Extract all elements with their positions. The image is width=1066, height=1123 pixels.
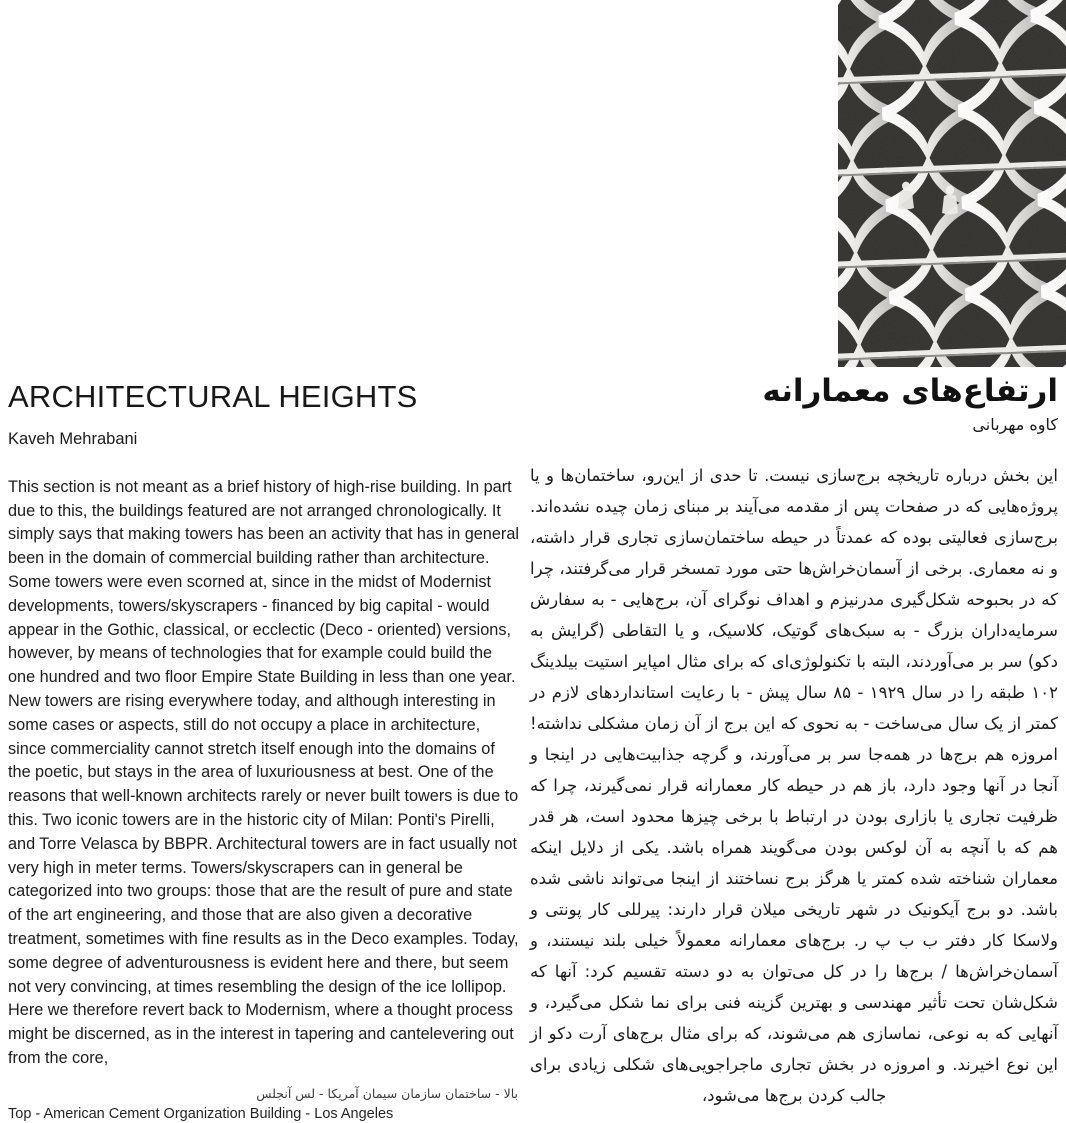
author-byline-persian: کاوه مهربانی bbox=[972, 414, 1058, 434]
article-body-persian: این بخش درباره تاریخچه برج‌سازی نیست. تا حدی از این‌رو، ساختمان‌ها و یا پروژه‌هایی که در صفحات پس از مقدمه می‌آیند بر مبنای زمان چیده نشده‌اند. برج‌سازی فعالیتی بوده که عمدتاً در حیطه ساختمان‌سازی تجاری قرار داشته، و نه معماری. برخی از آسمان‌خراش‌ها حتی مورد تمسخر قرار می‌گرفتند، چرا که در بحبوحه شکل‌گیری مدرنیزم و اهداف نوگرای آن، برج‌هایی - به سفارش سرمایه‌داران بزرگ - به سبک‌های گوتیک، کلاسیک، و یا التقاطی (گرایش به دکو) سر بر می‌آوردند، البته با تکنولوژی‌ای که برای مثال امپایر استیت بیلدینگ ۱۰۲ طبقه را در سال ۱۹۲۹ - ۸۵ سال پیش - با رعایت استانداردهای لازم در کمتر از یک سال می‌ساخت - به نحوی که این برج از آن زمان مشکلی نداشته! امروزه هم برج‌ها در همه‌جا سر بر می‌آورند، و گرچه جذابیت‌هایی در اینجا و آنجا در آنها وجود دارد، باز هم در حیطه کار معمارانه قرار نمی‌گیرند، چرا که ظرفیت تجاری یا بازاری بودن در ارتباط با برخی چیزها محدود است، هر قدر هم که با آنچه به آن لوکس بودن می‌گویند همراه باشد. یکی از دلایل اینکه معماران شناخته شده کمتر یا هرگز برج نساختند از اینجا می‌تواند ناشی شده باشد. دو برج آیکونیک در شهر تاریخی میلان قرار دارند: پیرللی کار پونتی و ولاسکا کار دفتر ب ب پ ر. برج‌های معمارانه معمولاً خیلی بلند نیستند، و آسمان‌خراش‌ها / برج‌ها را در کل می‌توان به دو دسته تقسیم کرد: آنها که شکل‌شان تحت تأثیر مهندسی و بهترین گزینه فنی برای نما شکل می‌گیرد، و آنهایی که به نوعی، نماسازی هم می‌شوند، که برای مثال برج‌های آرت دکو از این نوع اخیرند. و امروزه در بخش تجاری ماجراجویی‌های شکلی زیادی برای جالب کردن برج‌ها می‌شود، bbox=[530, 465, 1058, 1105]
author-byline-english: Kaveh Mehrabani bbox=[8, 430, 138, 449]
persian-article-column bbox=[530, 372, 1058, 1111]
photo-caption-persian: بالا - ساختمان سازمان سیمان آمریکا - لس آنجلس bbox=[256, 1086, 518, 1101]
article-body-english: This section is not meant as a brief history of high-rise building. In part due to this, the buildings featured are not arranged chronologically. It simply says that making towers has been an activity that has in general been in the domain of commercial building rather than architecture. Some towers were even scorned at, since in the midst of Modernist developments, towers/skyscrapers - financed by big capital - would appear in the Gothic, classical, or ecclectic (Deco - oriented) versions, however, by means of technologies that for example could build the one hundred and two floor Empire State Building in less than one year. New towers are rising everywhere today, and although interesting in some cases or aspects, still do not occupy a place in architecture, since commerciality cannot stretch itself enough into the domains of the poetic, but stays in the area of luxuriousness at best. One of the reasons that well-known architects rarely or never built towers is due to this. Two iconic towers are in the historic city of Milan: Ponti's Pirelli, and Torre Velasca by BBPR. Architectural towers are in fact usually not very high in meter terms. Towers/skyscrapers can in general be categorized into two groups: those that are the result of pure and state of the art engineering, and those that are also given a decorative treatment, sometimes with fine results as in the Deco examples. Today, some degree of adventurousness is evident here and there, but seem not very convincing, at times resembling the design of the ice lollipop. Here we therefore revert back to Modernism, where a thought process might be discerned, as in the interest in tapering and cantelevering out from the core, bbox=[8, 477, 520, 1068]
page-title-english: ARCHITECTURAL HEIGHTS bbox=[8, 379, 418, 414]
facade-lattice-illustration bbox=[838, 0, 1066, 367]
photo-caption-english: Top - American Cement Organization Building - Los Angeles bbox=[8, 1106, 394, 1122]
english-article-column bbox=[8, 380, 520, 1071]
american-cement-building-facade-photo bbox=[838, 0, 1066, 367]
page-title-persian: ارتفاع‌های معمارانه bbox=[762, 373, 1058, 409]
